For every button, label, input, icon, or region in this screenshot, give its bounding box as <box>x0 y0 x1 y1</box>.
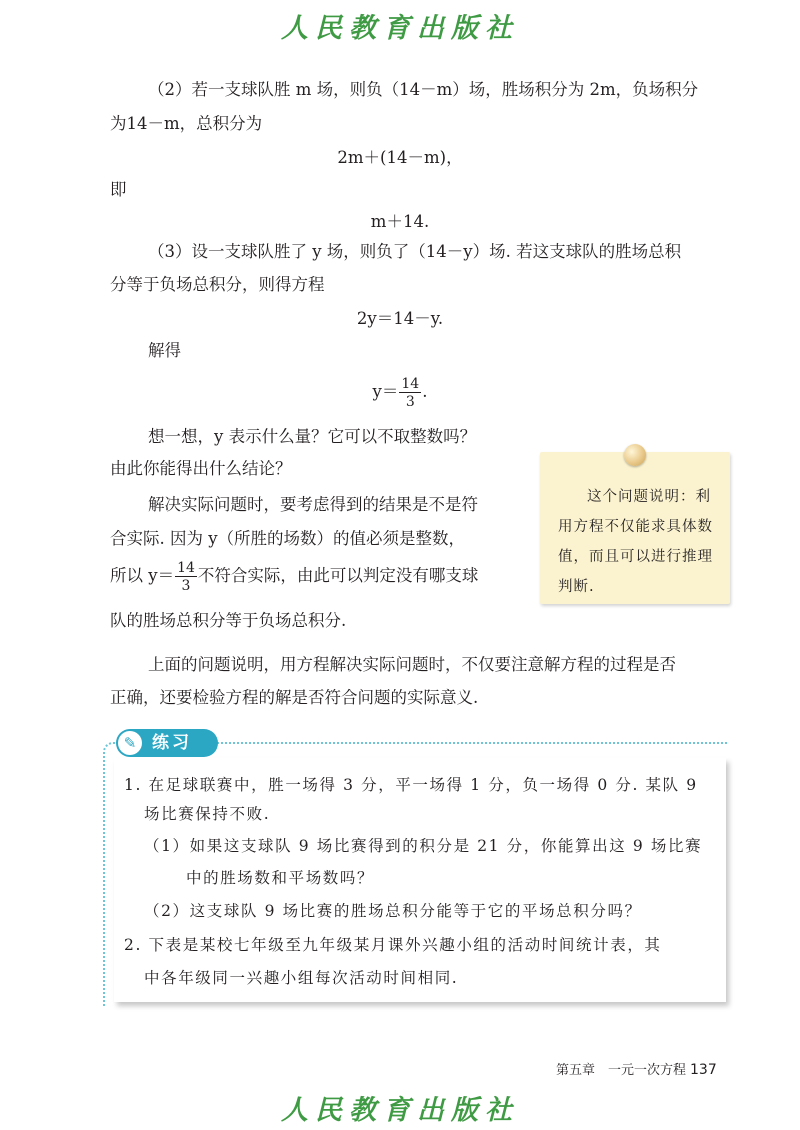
page-number: 137 <box>690 1062 717 1078</box>
solution-equation: y＝ $\frac{14}{3}$ . <box>372 375 428 410</box>
think-line4: 合实际. 因为 y（所胜的场数）的值必须是整数， <box>110 529 466 548</box>
exercise-q1b: （2）这支球队 9 场比赛的胜场总积分能等于它的平场总积分吗？ <box>144 902 642 920</box>
part2-line2: 为14－m，总积分为 <box>110 114 263 133</box>
ji-word: 即 <box>110 180 127 199</box>
think-line5: 所以 y＝ $\frac{14}{3}$ 不符合实际，由此可以判定没有哪支球 <box>110 559 479 594</box>
exercise-q2-line2: 中各年级同一兴趣小组每次活动时间相同. <box>144 969 459 987</box>
solution-lhs: y＝ <box>372 382 399 401</box>
equation-total-score: 2m＋(14－m)， <box>337 148 463 167</box>
page-footer <box>556 1060 717 1081</box>
jiede-word: 解得 <box>148 341 181 360</box>
equation-simplified: m＋14. <box>370 212 430 231</box>
exercise-title: 练习 <box>152 733 192 753</box>
think-line3: 解决实际问题时，要考虑得到的结果是不是符 <box>148 495 478 514</box>
think-line6: 队的胜场总积分等于负场总积分. <box>110 611 347 630</box>
exercise-q1-line1: 1. 在足球联赛中，胜一场得 3 分，平一场得 1 分，负一场得 0 分. 某队 9 <box>124 776 698 794</box>
exercise-q1-line2: 场比赛保持不败. <box>144 805 271 823</box>
equation-2y: 2y＝14－y. <box>356 309 444 328</box>
think-line1: 想一想，y 表示什么量？它可以不取整数吗？ <box>148 427 477 446</box>
fraction-14-3: $\frac{14}{3}$ <box>401 375 420 410</box>
publisher-watermark-top: 人民教育出版社 <box>281 13 519 44</box>
sticky-note-text: 这个问题说明：利用方程不仅能求具体数值，而且可以进行推理判断. <box>558 489 713 595</box>
think-line2: 由此你能得出什么结论？ <box>110 459 292 478</box>
part2-line1: （2）若一支球队胜 m 场，则负（14－m）场，胜场积分为 2m，负场积分 <box>148 80 699 99</box>
part3-line2: 分等于负场总积分，则得方程 <box>110 275 325 294</box>
pushpin-icon <box>624 444 646 466</box>
exercise-q1a-line1: （1）如果这支球队 9 场比赛得到的积分是 21 分，你能算出这 9 场比赛 <box>144 837 703 855</box>
exercise-q2-line1: 2. 下表是某校七年级至九年级某月课外兴趣小组的活动时间统计表，其 <box>124 936 662 954</box>
chapter-label: 第五章 一元一次方程 <box>556 1063 687 1078</box>
summary-line2: 正确，还要检验方程的解是否符合问题的实际意义. <box>110 688 479 707</box>
part3-line1: （3）设一支球队胜了 y 场，则负了（14－y）场. 若这支球队的胜场总积 <box>148 242 682 261</box>
summary-line1: 上面的问题说明，用方程解决实际问题时，不仅要注意解方程的过程是否 <box>148 655 676 674</box>
pencil-icon: ✎ <box>118 731 142 755</box>
publisher-watermark-bottom: 人民教育出版社 <box>281 1095 519 1126</box>
inline-fraction-14-3: $\frac{14}{3}$ <box>177 559 195 594</box>
exercise-q1a-line2: 中的胜场数和平场数吗？ <box>186 869 375 887</box>
